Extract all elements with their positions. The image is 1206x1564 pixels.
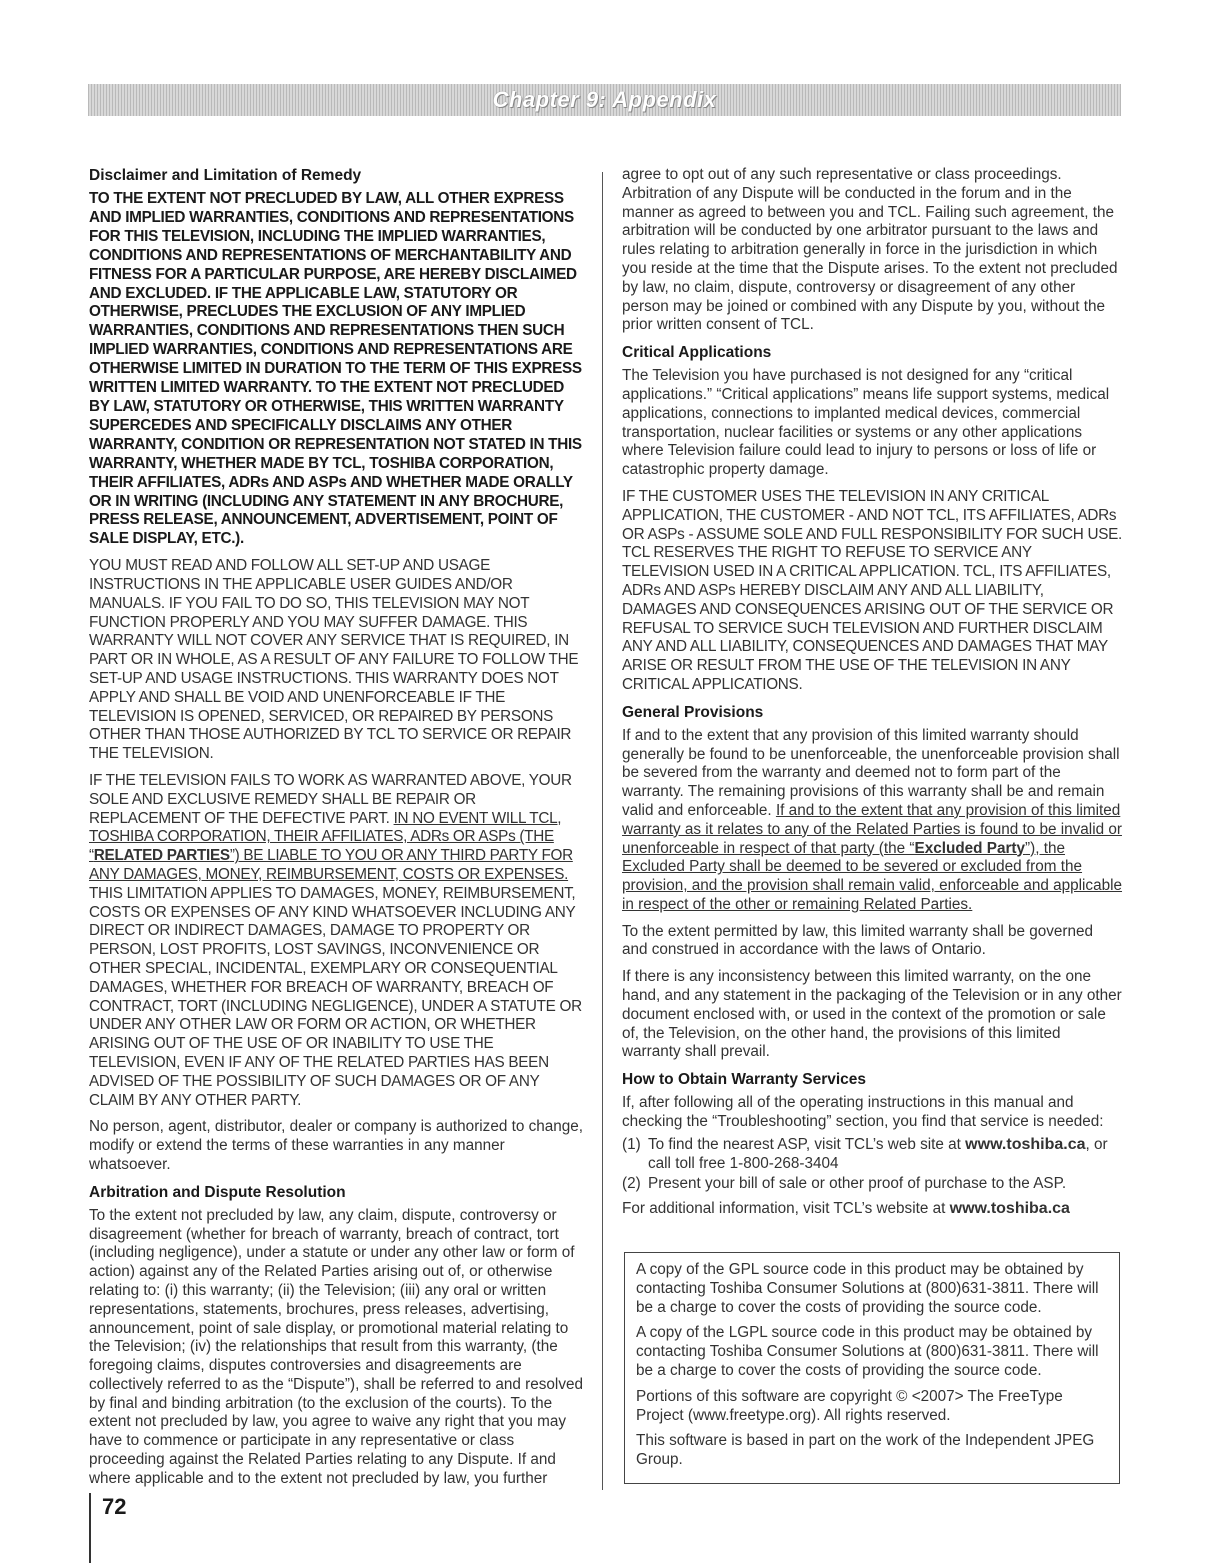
general-provisions-paragraph — [622, 727, 1122, 915]
warranty-services-heading: How to Obtain Warranty Services — [622, 1071, 867, 1089]
disclaimer-heading: Disclaimer and Limitation of Remedy — [89, 167, 362, 184]
excluded-party-term: Excluded Party — [914, 839, 1026, 857]
general-text-a: If and to the extent that any provision of this limited warranty should generally be found to be unenforceable, the unenforceable provision shall be severed from the warranty and deemed not to form part of the warranty. The remaining provisions of this warranty shall be and remain valid and enforceable. — [622, 726, 1120, 819]
toshiba-website-link[interactable]: www.toshiba.ca — [949, 1200, 1070, 1218]
jpeg-notice: This software is based in part on the work of the Independent JPEG Group. — [636, 1432, 1095, 1469]
arbitration-paragraph: To the extent not precluded by law, any claim, dispute, controversy or disagreement (whether for breach of warranty, breach of contract, tort (including negligence), under a statute or under any other law or form of action) against any of the Related Parties arising out of, or otherwise relating to: (i) this warranty; (ii) the Television; (iii) any oral or written representations, statements, brochures, press releases, advertising, announcement, point of sale display, or promotional material relating to the Television; (iv) the relationships that result from this warranty, (the foregoing claims, disputes controversies and disagreements are collectively referred to as the “Dispute”), shall be referred to and resolved by final and binding arbitration (to the exclusion of the courts). To the extent not precluded by law, you agree to waive any right that you may have to commence or participate in any representative or class proceeding against the Related Parties relating to any Dispute. If and where applicable and to the extent not precluded by law, you further — [89, 1206, 583, 1487]
additional-info-paragraph — [622, 1200, 1122, 1219]
remedy-underlined-2: ”) BE LIABLE TO YOU OR ANY THIRD PARTY FOR ANY DAMAGES, MONEY, REIMBURSEMENT, COSTS OR EXPENSES. — [89, 847, 573, 883]
right-column — [622, 166, 1122, 1227]
gpl-notice: A copy of the GPL source code in this product may be obtained by contacting Toshiba Consumer Solutions at (800)631-3811. There will be a charge to cover the costs of providing the source code. — [636, 1261, 1099, 1316]
remedy-text-a: IF THE TELEVISION FAILS TO WORK AS WARRANTED ABOVE, YOUR SOLE AND EXCLUSIVE REMEDY SHALL BE REPAIR OR REPLACEMENT OF THE DEFECTIVE PART. — [89, 771, 572, 827]
warranty-services-intro: If, after following all of the operating instructions in this manual and checking the “Troubleshooting” section, you find that service is needed: — [622, 1094, 1104, 1131]
page-number: 72 — [102, 1494, 127, 1519]
general-provisions-heading: General Provisions — [622, 703, 764, 721]
arbitration-heading: Arbitration and Dispute Resolution — [89, 1183, 346, 1201]
disclaimer-paragraph: TO THE EXTENT NOT PRECLUDED BY LAW, ALL OTHER EXPRESS AND IMPLIED WARRANTIES, CONDITIONS AND REPRESENTATIONS FOR THIS TELEVISION, INCLUDING THE IMPLIED WARRANTIES, CONDITIONS AND REPRESENTATIONS OF MERCHANTABILITY AND FITNESS FOR A PARTICULAR PURPOSE, ARE HEREBY DISCLAIMED AND EXCLUDED. IF THE APPLICABLE LAW, STATUTORY OR OTHERWISE, PRECLUDES THE EXCLUSION OF ANY IMPLIED WARRANTIES, CONDITIONS AND REPRESENTATIONS THEN SUCH IMPLIED WARRANTIES, CONDITIONS AND REPRESENTATIONS ARE OTHERWISE LIMITED IN DURATION TO THE TERM OF THIS EXPRESS WRITTEN LIMITED WARRANTY. TO THE EXTENT NOT PRECLUDED BY LAW, STATUTORY OR OTHERWISE, THIS WRITTEN WARRANTY SUPERCEDES AND SPECIFICALLY DISCLAIMS ANY OTHER WARRANTY, CONDITION OR REPRESENTATION NOT STATED IN THIS WARRANTY, WHETHER MADE BY TCL, TOSHIBA CORPORATION, THEIR AFFILIATES, ADRs AND ASPs AND WHETHER MADE ORALLY OR IN WRITING (INCLUDING ANY STATEMENT IN ANY BROCHURE, PRESS RELEASE, ANNOUNCEMENT, ADVERTISEMENT, POINT OF SALE DISPLAY, ETC.). — [89, 190, 582, 548]
additional-info-text: For additional information, visit TCL’s website at — [622, 1200, 950, 1218]
step-number: (2) — [622, 1175, 641, 1193]
remedy-text-b: THIS LIMITATION APPLIES TO DAMAGES, MONEY, REIMBURSEMENT, COSTS OR EXPENSES OF ANY KIND WHATSOEVER INCLUDING ANY DIRECT OR INDIRECT DAMAGES, DAMAGE TO PROPERTY OR PERSON, LOST PROFITS, LOST SAVINGS, INCONVENIENCE OR OTHER SPECIAL, INCIDENTAL, EXEMPLARY OR CONSEQUENTIAL DAMAGES, WHETHER FOR BREACH OF WARRANTY, BREACH OF CONTRACT, TORT (INCLUDING NEGLIGENCE), UNDER A STATUTE OR UNDER ANY OTHER LAW OR FORM OR ACTION, OR WHETHER ARISING OUT OF THE USE OF OR INABILITY TO USE THE TELEVISION, EVEN IF ANY OF THE RELATED PARTIES HAS BEEN ADVISED OF THE POSSIBILITY OF SUCH DAMAGES OR OF ANY CLAIM BY ANY OTHER PARTY. — [89, 884, 582, 1109]
general-underlined-2: ”), the Excluded Party shall be deemed to be severed or excluded from the provision, and the provision shall remain valid, enforceable and applicable in respect of the other or remaining Related Parties. — [622, 839, 1123, 913]
lgpl-notice: A copy of the LGPL source code in this product may be obtained by contacting Toshiba Consumer Solutions at (800)631-3811. There will be a charge to cover the costs of providing the source code. — [636, 1324, 1099, 1379]
toshiba-website-link[interactable]: www.toshiba.ca — [965, 1135, 1086, 1153]
ontario-paragraph: To the extent permitted by law, this limited warranty shall be governed and construed in accordance with the laws of Ontario. — [622, 922, 1094, 959]
license-notice-box — [624, 1252, 1120, 1484]
critical-applications-paragraph: The Television you have purchased is not designed for any “critical applications.” “Critical applications” means life support systems, medical applications, connections to implanted medical devices, commercial transportation, nuclear facilities or systems or any other applications where Television failure could lead to injury to persons or loss of life or catastrophic property damage. — [622, 367, 1110, 479]
general-underlined-1: If and to the extent that any provision of this limited warranty as it relates to any of the Related Parties is found to be invalid or unenforceable in respect of that party (the “ — [622, 801, 1122, 857]
warranty-step-1 — [622, 1136, 1122, 1174]
step-text: To find the nearest ASP, visit TCL’s web site at — [648, 1135, 966, 1153]
chapter-title: Chapter 9: Appendix — [492, 87, 717, 112]
step-number: (1) — [622, 1135, 641, 1153]
critical-applications-caps-paragraph: IF THE CUSTOMER USES THE TELEVISION IN ANY CRITICAL APPLICATION, THE CUSTOMER - AND NOT TCL, ITS AFFILIATES, ADRs OR ASPs - ASSUME SOLE AND FULL RESPONSIBILITY FOR SUCH USE. TCL RESERVES THE RIGHT TO REFUSE TO SERVICE ANY TELEVISION USED IN A CRITICAL APPLICATION. TCL, ITS AFFILIATES, ADRs AND ASPs HEREBY DISCLAIM ANY AND ALL LIABILITY, DAMAGES AND CONSEQUENCES ARISING OUT OF THE SERVICE OR REFUSAL TO SERVICE SUCH TELEVISION AND FURTHER DISCLAIM ANY AND ALL LIABILITY, CONSEQUENCES AND DAMAGES THAT MAY ARISE OR RESULT FROM THE USE OF THE TELEVISION IN ANY CRITICAL APPLICATIONS. — [622, 487, 1122, 693]
remedy-underlined-1: IN NO EVENT WILL TCL, TOSHIBA CORPORATION, THEIR AFFILIATES, ADRs OR ASPs (THE “ — [89, 809, 562, 865]
chapter-header-bar — [88, 84, 1121, 116]
warranty-steps-list — [622, 1136, 1122, 1194]
setup-paragraph: YOU MUST READ AND FOLLOW ALL SET-UP AND USAGE INSTRUCTIONS IN THE APPLICABLE USER GUIDES AND/OR MANUALS. IF YOU FAIL TO DO SO, THIS TELEVISION MAY NOT FUNCTION PROPERLY AND YOU MAY SUFFER DAMAGE. THIS WARRANTY WILL NOT COVER ANY SERVICE THAT IS REQUIRED, IN PART OR IN WHOLE, AS A RESULT OF ANY FAILURE TO FOLLOW THE SET-UP AND USAGE INSTRUCTIONS. THIS WARRANTY DOES NOT APPLY AND SHALL BE VOID AND UNENFORCEABLE IF THE TELEVISION IS OPENED, SERVICED, OR REPAIRED BY PERSONS OTHER THAN THOSE AUTHORIZED BY TCL TO SERVICE OR REPAIR THE TELEVISION. — [89, 557, 579, 763]
step-text: Present your bill of sale or other proof of purchase to the ASP. — [648, 1175, 1067, 1193]
page-number-rule — [89, 1493, 91, 1563]
step-text-phone: , or call toll free 1-800-268-3404 — [648, 1135, 1108, 1172]
no-person-paragraph: No person, agent, distributor, dealer or company is authorized to change, modify or extend the terms of these warranties in any manner whatsoever. — [89, 1118, 584, 1173]
warranty-step-2 — [622, 1175, 1122, 1194]
left-column — [89, 166, 584, 1497]
remedy-paragraph — [89, 772, 584, 1110]
freetype-notice: Portions of this software are copyright © <2007> The FreeType Project (www.freetype.org). All rights reserved. — [636, 1387, 1063, 1424]
related-parties-term: RELATED PARTIES — [93, 847, 230, 865]
inconsistency-paragraph: If there is any inconsistency between this limited warranty, on the one hand, and any statement in the packaging of the Television or in any other document enclosed with, or used in the context of the promotion or sale of, the Television, on the other hand, the provisions of this limited warranty shall prevail. — [622, 968, 1122, 1061]
arbitration-continued-paragraph: agree to opt out of any such representative or class proceedings. Arbitration of any Dispute will be conducted in the forum and in the manner as agreed to between you and TCL. Failing such agreement, the arbitration will be conducted by one arbitrator pursuant to the laws and rules relating to arbitration generally in force in the jurisdiction in which you reside at the time that the Dispute arises. To the extent not precluded by law, no claim, dispute, controversy or disagreement of any other person may be joined or combined with any Dispute by you, without the prior written consent of TCL. — [622, 166, 1118, 334]
critical-applications-heading: Critical Applications — [622, 344, 772, 362]
column-divider — [602, 172, 603, 1490]
